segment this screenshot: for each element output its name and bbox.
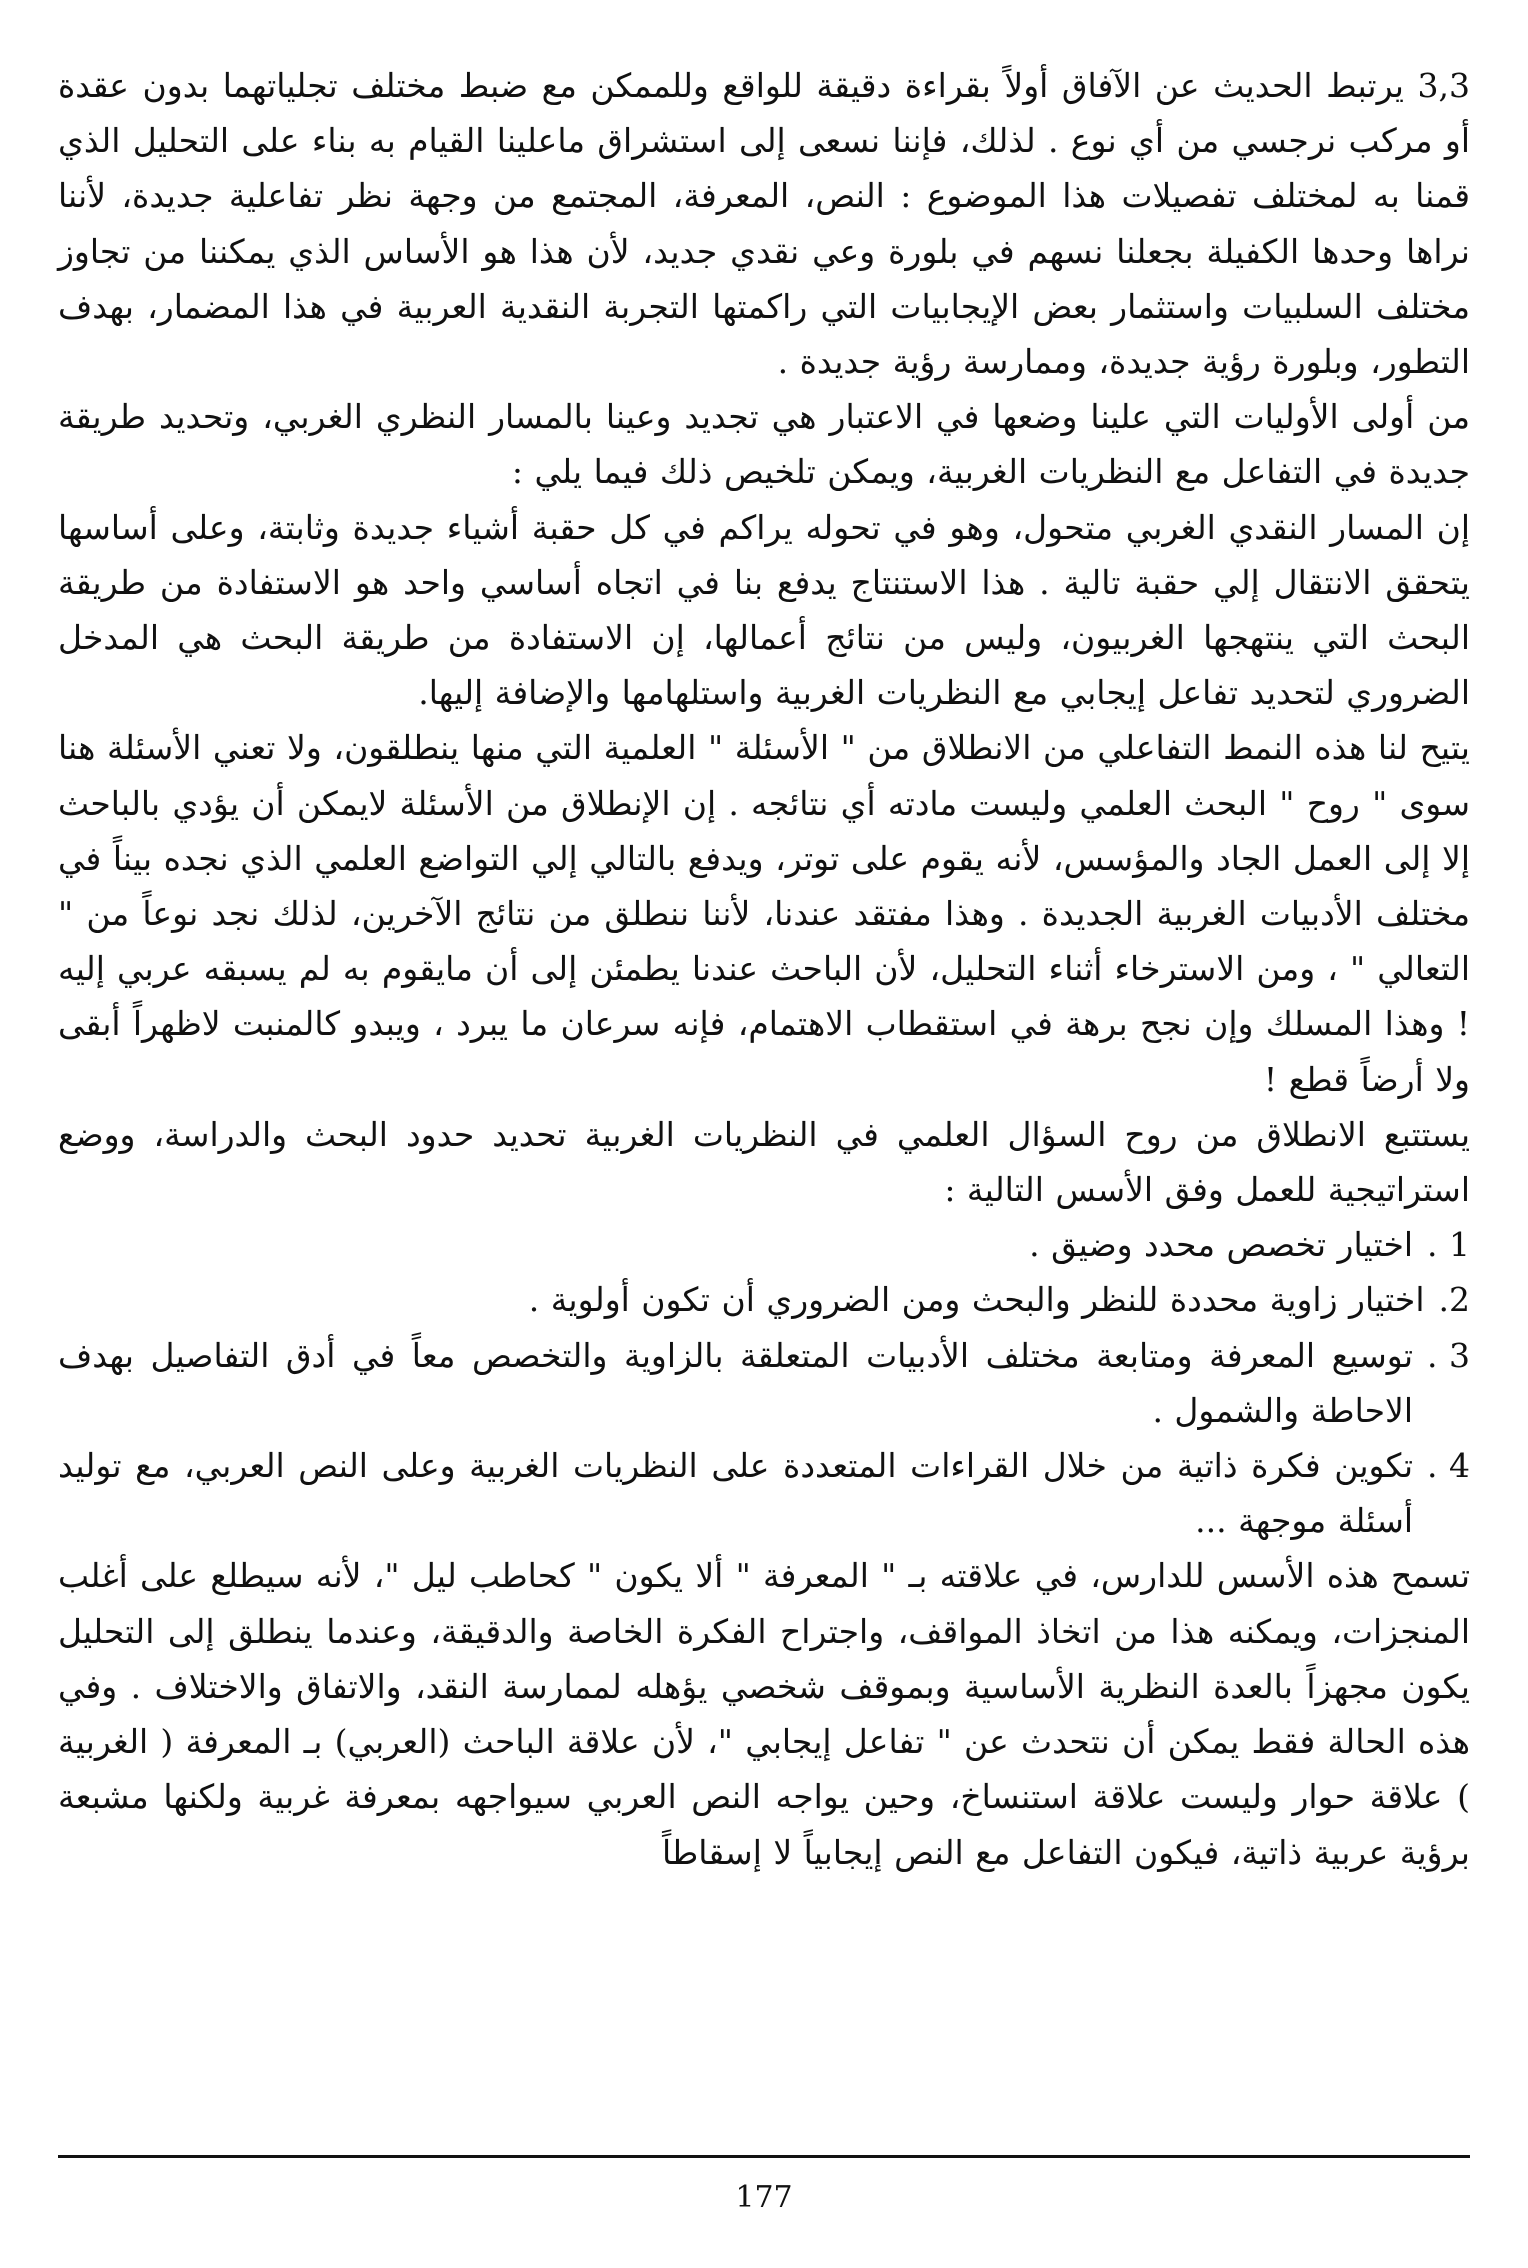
list-number: 4 . [1427,1446,1470,1486]
list-number: 1 . [1427,1225,1470,1265]
list-item [58,1272,1470,1327]
paragraph-questions: يتيح لنا هذه النمط التفاعلي من الانطلاق من " الأسئلة " العلمية التي منها ينطلقون، ولا تعني الأسئلة هنا سوى " روح " البحث العلمي وليست مادته أي نتائجه . إن الإنطلاق من الأسئلة لايمكن أن يؤدي بالباحث إلا إلى العمل الجاد والمؤسس، لأنه يقوم على توتر، ويدفع بالتالي إلي التواضع العلمي الذي نجده بيناً في مختلف الأدبيات الغربية الجديدة . وهذا مفتقد عندنا، لأننا ننطلق من نتائج الآخرين، لذلك نجد نوعاً من " التعالي " ، ومن الاسترخاء أثناء التحليل، لأن الباحث عندنا يطمئن إلى أن مايقوم به لم يسبقه عربي إليه ! وهذا المسلك وإن نجح برهة في استقطاب الاهتمام، فإنه سرعان ما يبرد ، ويبدو كالمنبت لاظهراً أبقى ولا أرضاً قطع ! [58,728,1470,1099]
paragraph-closing: تسمح هذه الأسس للدارس، في علاقته بـ " المعرفة " ألا يكون " كحاطب ليل "، لأنه سيطلع على أغلب المنجزات، ويمكنه هذا من اتخاذ المواقف، واجتراح الفكرة الخاصة والدقيقة، وعندما ينطلق إلى التحليل يكون مجهزاً بالعدة النظرية الأساسية وبموقف شخصي يؤهله لممارسة النقد، والاتفاق والاختلاف . وفي هذه الحالة فقط يمكن أن نتحدث عن " تفاعل إيجابي "، لأن علاقة الباحث (العربي) بـ المعرفة ( الغربية ) علاقة حوار وليست علاقة استنساخ، وحين يواجه النص العربي سيواجهه بمعرفة غربية ولكنها مشبعة برؤية عربية ذاتية، فيكون التفاعل مع النص إيجابياً لا إسقاطاً [58,1556,1470,1872]
paragraph-horizons: 3,3 يرتبط الحديث عن الآفاق أولاً بقراءة دقيقة للواقع وللممكن مع ضبط مختلف تجلياتهما بدون عقدة أو مركب نرجسي من أي نوع . لذلك، فإننا نسعى إلى استشراق ماعلينا القيام به بناء على التحليل الذي قمنا به لمختلف تفصيلات هذا الموضوع : النص، المعرفة، المجتمع من وجهة نظر تفاعلية جديدة، لأننا نراها وحدها الكفيلة بجعلنا نسهم في بلورة وعي نقدي جديد، لأن هذا هو الأساس الذي يمكننا من تجاوز مختلف السلبيات واستثمار بعض الإيجابيات التي راكمتها التجربة النقدية العربية في هذا المضمار، بهدف التطور، وبلورة رؤية جديدة، وممارسة رؤية جديدة . [58,66,1470,382]
paragraph-priorities: من أولى الأوليات التي علينا وضعها في الاعتبار هي تجديد وعينا بالمسار النظري الغربي، وتحديد طريقة جديدة في التفاعل مع النظريات الغربية، ويمكن تلخيص ذلك فيما يلي : [58,397,1470,492]
paragraph-strategy: يستتبع الانطلاق من روح السؤال العلمي في النظريات الغربية تحديد حدود البحث والدراسة، ووضع استراتيجية للعمل وفق الأسس التالية : [58,1114,1470,1210]
list-text: تكوين فكرة ذاتية من خلال القراءات المتعددة على النظريات الغربية وعلى النص العربي، مع توليد أسئلة موجهة ... [58,1446,1414,1541]
list-text: اختيار زاوية محددة للنظر والبحث ومن الضروري أن تكون أولوية . [528,1280,1425,1320]
footer-rule [58,2155,1470,2158]
list-text: توسيع المعرفة ومتابعة مختلف الأدبيات المتعلقة بالزاوية والتخصص معاً في أدق التفاصيل بهدف الاحاطة والشمول . [58,1335,1414,1430]
list-item [58,1438,1470,1548]
list-item [58,1328,1470,1438]
paragraph-western-path: إن المسار النقدي الغربي متحول، وهو في تحوله يراكم في كل حقبة أشياء جديدة وثابتة، وعلى أساسها يتحقق الانتقال إلي حقبة تالية . هذا الاستنتاج يدفع بنا في اتجاه أساسي واحد هو الاستفادة من طريقة البحث التي ينتهجها الغربيون، وليس من نتائج أعمالها، إن الاستفادة من طريقة البحث هي المدخل الضروري لتحديد تفاعل إيجابي مع النظريات الغربية واستلهامها والإضافة إليها. [58,507,1470,713]
page-body [58,58,1470,2148]
list-number: 3 . [1427,1335,1470,1375]
page-number: 177 [735,2180,793,2215]
main-text [58,58,1470,1880]
list-number: 2. [1438,1280,1470,1320]
list-item [58,1217,1470,1272]
list-text: اختيار تخصص محدد وضيق . [1029,1225,1414,1265]
